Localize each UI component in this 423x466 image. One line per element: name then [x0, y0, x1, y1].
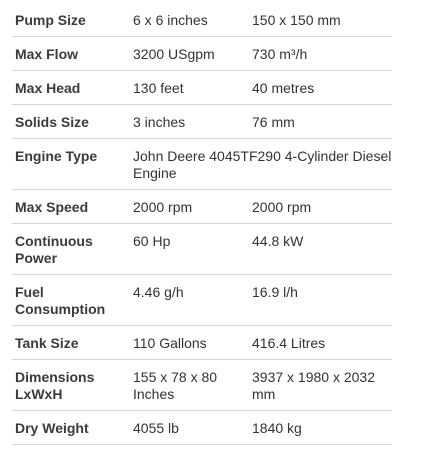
- spec-imperial-value: 3 inches: [133, 105, 252, 139]
- spec-row-continuous-power: [12, 224, 392, 275]
- spec-metric-value: 2000 rpm: [252, 190, 392, 224]
- spec-metric-value: 416.4 Litres: [252, 326, 392, 360]
- spec-row-tank-size: [12, 326, 392, 360]
- spec-row-pump-size: [12, 0, 392, 37]
- spec-label: Solids Size: [12, 105, 133, 139]
- spec-metric-value: 76 mm: [252, 105, 392, 139]
- spec-metric-value: 1840 kg: [252, 411, 392, 445]
- spec-row-max-speed: [12, 190, 392, 224]
- spec-imperial-value: 4.46 g/h: [133, 275, 252, 326]
- spec-imperial-value: 4055 lb: [133, 411, 252, 445]
- spec-imperial-value: 3200 USgpm: [133, 37, 252, 71]
- spec-row-fuel-consumption: [12, 275, 392, 326]
- spec-label: Engine Type: [12, 139, 133, 190]
- spec-imperial-value: 60 Hp: [133, 224, 252, 275]
- spec-imperial-value: 6 x 6 inches: [133, 0, 252, 37]
- spec-label: Max Head: [12, 71, 133, 105]
- spec-row-engine-type: [12, 139, 392, 190]
- spec-label: Max Speed: [12, 190, 133, 224]
- spec-value: John Deere 4045TF290 4-Cylinder Diesel Engine: [133, 139, 392, 190]
- spec-row-max-flow: [12, 37, 392, 71]
- spec-label: Dry Weight: [12, 411, 133, 445]
- spec-metric-value: 3937 x 1980 x 2032 mm: [252, 360, 392, 411]
- spec-metric-value: 16.9 l/h: [252, 275, 392, 326]
- spec-row-solids-size: [12, 105, 392, 139]
- spec-row-max-head: [12, 71, 392, 105]
- spec-metric-value: 150 x 150 mm: [252, 0, 392, 37]
- spec-label: Fuel Consumption: [12, 275, 133, 326]
- spec-imperial-value: 130 feet: [133, 71, 252, 105]
- spec-label: Continuous Power: [12, 224, 133, 275]
- spec-label: Dimensions LxWxH: [12, 360, 133, 411]
- spec-row-dimensions: [12, 360, 392, 411]
- spec-label: Tank Size: [12, 326, 133, 360]
- spec-row-dry-weight: [12, 411, 392, 445]
- spec-metric-value: 44.8 kW: [252, 224, 392, 275]
- spec-imperial-value: 155 x 78 x 80 Inches: [133, 360, 252, 411]
- spec-metric-value: 730 m³/h: [252, 37, 392, 71]
- spec-label: Max Flow: [12, 37, 133, 71]
- specifications-table: [12, 0, 392, 445]
- spec-imperial-value: 110 Gallons: [133, 326, 252, 360]
- spec-metric-value: 40 metres: [252, 71, 392, 105]
- spec-label: Pump Size: [12, 0, 133, 37]
- spec-imperial-value: 2000 rpm: [133, 190, 252, 224]
